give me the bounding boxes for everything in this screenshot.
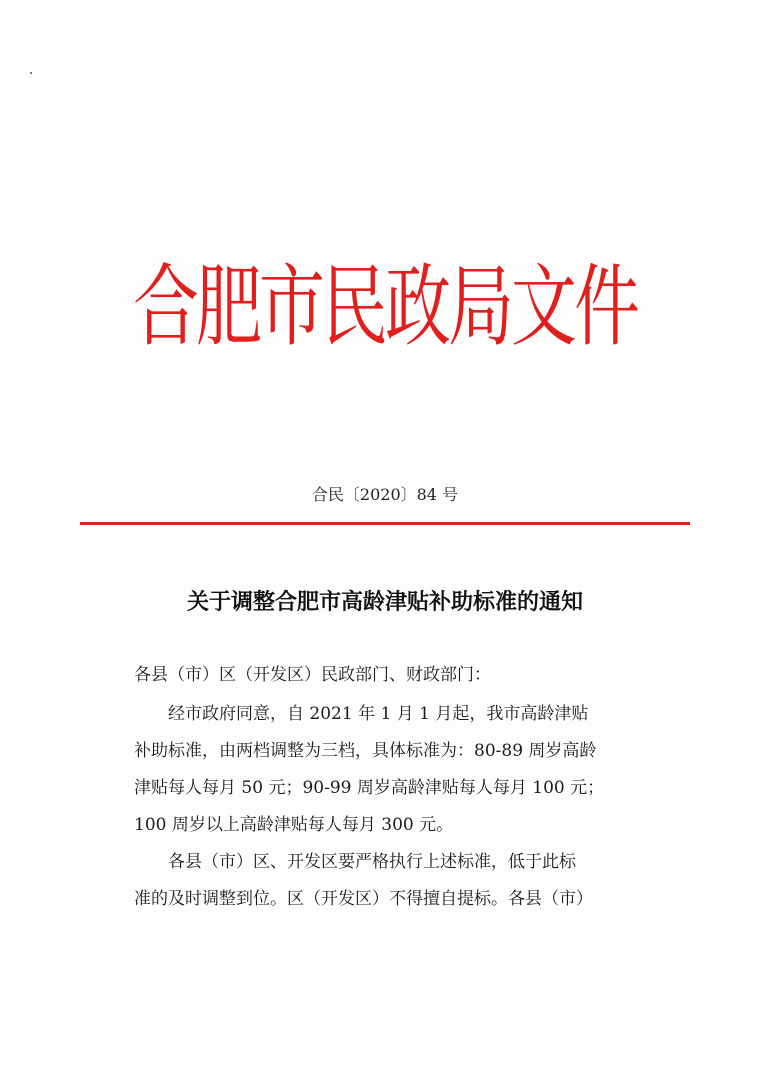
document-number: 合民〔2020〕84 号 xyxy=(311,485,459,504)
paragraph-2 xyxy=(134,844,639,918)
red-divider-line xyxy=(80,522,690,525)
paragraph-line: 经市政府同意，自 2021 年 1 月 1 月起，我市高龄津贴 xyxy=(168,704,589,724)
paragraph-line: 准的及时调整到位。区（开发区）不得擅自提标。各县（市） xyxy=(134,889,593,909)
paragraph-line: 津贴每人每月 50 元；90-99 周岁高龄津贴每人每月 100 元； xyxy=(134,778,605,798)
paragraph-1 xyxy=(134,696,639,844)
paragraph-line: 各县（市）区、开发区要严格执行上述标准，低于此标 xyxy=(168,852,576,872)
paragraph-line: 补助标准，由两档调整为三档，具体标准为：80-89 周岁高龄 xyxy=(134,741,597,761)
document-header-title: 合肥市民政局文件 xyxy=(133,255,637,360)
paragraph-line: 100 周岁以上高龄津贴每人每月 300 元。 xyxy=(134,815,454,835)
salutation: 各县（市）区（开发区）民政部门、财政部门： xyxy=(134,665,491,685)
scan-speck xyxy=(30,72,32,74)
notice-title: 关于调整合肥市高龄津贴补助标准的通知 xyxy=(186,589,583,615)
